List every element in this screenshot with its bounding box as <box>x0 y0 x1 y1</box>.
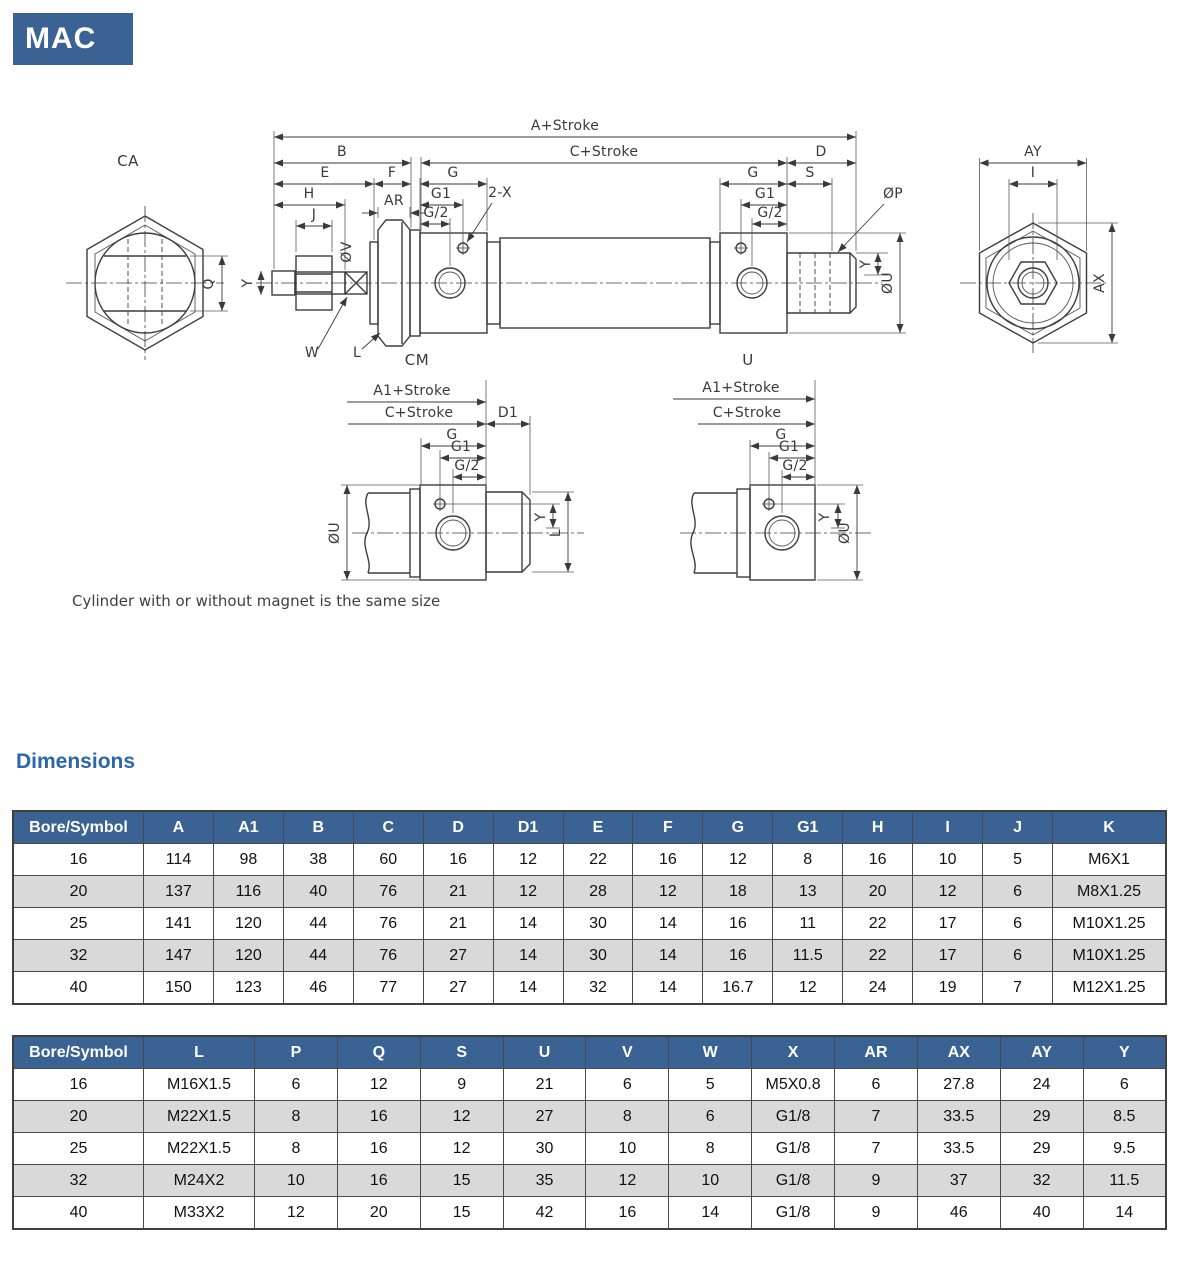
table-cell: 76 <box>353 908 423 940</box>
table-cell: 12 <box>913 876 983 908</box>
leader-lines <box>318 203 884 349</box>
table-cell: 8 <box>586 1101 669 1133</box>
table-cell: 14 <box>493 972 563 1005</box>
table-cell: 33.5 <box>917 1133 1000 1165</box>
table-cell: 16.7 <box>703 972 773 1005</box>
table-cell: 76 <box>353 876 423 908</box>
table-cell: 37 <box>917 1165 1000 1197</box>
dim-label-f: F <box>387 165 397 181</box>
dim-label-d: D <box>815 144 827 160</box>
dimension-layer <box>117 118 1118 580</box>
table-cell: 27 <box>423 972 493 1005</box>
table-cell: 27 <box>503 1101 586 1133</box>
col-header-v: V <box>586 1036 669 1069</box>
table-cell: 16 <box>337 1101 420 1133</box>
table-cell: 12 <box>420 1101 503 1133</box>
table-cell: 14 <box>633 972 703 1005</box>
table-cell: 10 <box>586 1133 669 1165</box>
table-row <box>13 1101 1166 1133</box>
table-cell: 5 <box>669 1069 752 1101</box>
table-cell: G1/8 <box>752 1101 835 1133</box>
dim-label-i: I <box>1030 165 1036 181</box>
col-header-e: E <box>563 811 633 844</box>
table-cell: 10 <box>913 844 983 876</box>
table-cell: 16 <box>13 844 144 876</box>
dim-label-l: L <box>548 528 564 538</box>
table-row <box>13 908 1166 940</box>
table-cell: 32 <box>1000 1165 1083 1197</box>
table-cell: 12 <box>337 1069 420 1101</box>
table-cell: 14 <box>669 1197 752 1230</box>
table-cell: G1/8 <box>752 1133 835 1165</box>
table-cell: 12 <box>586 1165 669 1197</box>
col-header-c: C <box>353 811 423 844</box>
table-cell: 16 <box>703 940 773 972</box>
dim-label-ca: CA <box>117 152 139 170</box>
dimensions-heading: Dimensions <box>16 750 136 773</box>
table-cell: 11.5 <box>773 940 843 972</box>
table-cell: 7 <box>983 972 1053 1005</box>
table-cell: 35 <box>503 1165 586 1197</box>
dim-label-g2: G/2 <box>423 205 449 221</box>
dim-label-u: U <box>742 351 754 369</box>
table-cell: 30 <box>563 940 633 972</box>
col-header-b: B <box>283 811 353 844</box>
table-cell: 6 <box>983 940 1053 972</box>
table-cell: 6 <box>835 1069 918 1101</box>
table-cell: 21 <box>503 1069 586 1101</box>
dim-label-y: Y <box>817 512 833 522</box>
dim-label-g: G <box>447 165 459 181</box>
dim-label-a1_stroke: A1+Stroke <box>702 380 780 396</box>
table-cell: 15 <box>420 1165 503 1197</box>
dim-label-a_stroke: A+Stroke <box>530 118 600 134</box>
dim-label-a1_stroke: A1+Stroke <box>373 383 451 399</box>
col-header-s: S <box>420 1036 503 1069</box>
table-cell: 14 <box>1083 1197 1166 1230</box>
table-cell: 32 <box>13 1165 144 1197</box>
table-cell: 77 <box>353 972 423 1005</box>
table-cell: 12 <box>773 972 843 1005</box>
col-header-h: H <box>843 811 913 844</box>
table-cell: 32 <box>563 972 633 1005</box>
dim-label-y: Y <box>533 512 549 522</box>
table-cell: 5 <box>983 844 1053 876</box>
col-header-a: A <box>144 811 214 844</box>
dim-label-e: E <box>320 165 330 181</box>
dim-label-s: S <box>805 165 815 181</box>
table-cell: 28 <box>563 876 633 908</box>
table-cell: 40 <box>1000 1197 1083 1230</box>
table-row <box>13 876 1166 908</box>
table-cell: 32 <box>13 940 144 972</box>
table-cell: 38 <box>283 844 353 876</box>
table-cell: 141 <box>144 908 214 940</box>
col-header-k: K <box>1053 811 1167 844</box>
dim-label-g1: G1 <box>450 439 472 455</box>
table-cell: 25 <box>13 1133 144 1165</box>
table-cell: M10X1.25 <box>1053 908 1167 940</box>
table-cell: 6 <box>586 1069 669 1101</box>
table-cell: 14 <box>633 940 703 972</box>
table-cell: 12 <box>493 844 563 876</box>
col-header-ar: AR <box>835 1036 918 1069</box>
table-cell: 18 <box>703 876 773 908</box>
table-row <box>13 1165 1166 1197</box>
table-cell: 147 <box>144 940 214 972</box>
table-cell: 8.5 <box>1083 1101 1166 1133</box>
col-header-p: P <box>255 1036 338 1069</box>
table-cell: 22 <box>843 940 913 972</box>
table-cell: M10X1.25 <box>1053 940 1167 972</box>
dim-label-c_stroke: C+Stroke <box>712 405 782 421</box>
table-cell: 16 <box>703 908 773 940</box>
dim-label-dp: ØP <box>882 186 904 202</box>
table-cell: 46 <box>283 972 353 1005</box>
table-cell: 11 <box>773 908 843 940</box>
table-cell: M5X0.8 <box>752 1069 835 1101</box>
rear-view <box>960 213 1106 353</box>
table-cell: 24 <box>1000 1069 1083 1101</box>
table-cell: M8X1.25 <box>1053 876 1167 908</box>
table-cell: 12 <box>493 876 563 908</box>
table-cell: M12X1.25 <box>1053 972 1167 1005</box>
col-header-a1: A1 <box>213 811 283 844</box>
table-cell: 120 <box>213 908 283 940</box>
col-header-bore-symbol: Bore/Symbol <box>13 811 144 844</box>
table-cell: 40 <box>13 1197 144 1230</box>
col-header-q: Q <box>337 1036 420 1069</box>
table-cell: 16 <box>337 1165 420 1197</box>
table-cell: 7 <box>835 1101 918 1133</box>
table-cell: 6 <box>1083 1069 1166 1101</box>
table-cell: 12 <box>255 1197 338 1230</box>
table-cell: 29 <box>1000 1101 1083 1133</box>
drawing-caption: Cylinder with or without magnet is the same size <box>72 592 441 610</box>
col-header-l: L <box>144 1036 255 1069</box>
table-cell: 9 <box>420 1069 503 1101</box>
dim-label-du: ØU <box>327 522 343 544</box>
table-row <box>13 844 1166 876</box>
dim-label-y: Y <box>858 259 874 269</box>
table-cell: 60 <box>353 844 423 876</box>
col-header-u: U <box>503 1036 586 1069</box>
dim-label-du: ØU <box>837 522 853 544</box>
table-row <box>13 940 1166 972</box>
table-cell: 33.5 <box>917 1101 1000 1133</box>
table-cell: 27 <box>423 940 493 972</box>
table-cell: 6 <box>669 1101 752 1133</box>
dim-label-g2: G/2 <box>757 205 783 221</box>
col-header-i: I <box>913 811 983 844</box>
dim-label-w: W <box>304 345 320 361</box>
table-cell: 20 <box>337 1197 420 1230</box>
table-cell: 44 <box>283 940 353 972</box>
table-cell: 14 <box>493 908 563 940</box>
dim-label-two_x: 2-X <box>488 185 512 201</box>
table-cell: 11.5 <box>1083 1165 1166 1197</box>
dim-label-g2: G/2 <box>454 458 480 474</box>
table-cell: 27.8 <box>917 1069 1000 1101</box>
table-cell: 13 <box>773 876 843 908</box>
table-row <box>13 1197 1166 1230</box>
table-cell: 40 <box>283 876 353 908</box>
dim-label-j: J <box>311 207 317 223</box>
dim-label-q: Q <box>201 278 217 290</box>
table-cell: 17 <box>913 940 983 972</box>
table-cell: 7 <box>835 1133 918 1165</box>
table-cell: 25 <box>13 908 144 940</box>
col-header-j: J <box>983 811 1053 844</box>
table-cell: M16X1.5 <box>144 1069 255 1101</box>
table-cell: 12 <box>633 876 703 908</box>
table-cell: 8 <box>255 1133 338 1165</box>
table-cell: 120 <box>213 940 283 972</box>
table-cell: 20 <box>13 1101 144 1133</box>
col-header-y: Y <box>1083 1036 1166 1069</box>
dim-label-dv: ØV <box>339 241 355 263</box>
table-cell: 9 <box>835 1197 918 1230</box>
dim-label-c_stroke: C+Stroke <box>569 144 639 160</box>
table-row <box>13 972 1166 1005</box>
dim-label-b: B <box>337 144 347 160</box>
table-cell: 16 <box>843 844 913 876</box>
dim-label-l: L <box>352 345 362 361</box>
table-cell: 22 <box>563 844 633 876</box>
table-cell: 116 <box>213 876 283 908</box>
dim-label-cm: CM <box>404 351 430 369</box>
table-cell: 6 <box>255 1069 338 1101</box>
table-cell: 30 <box>563 908 633 940</box>
dim-label-ay: AY <box>1024 144 1042 160</box>
table-cell: 30 <box>503 1133 586 1165</box>
table-cell: 21 <box>423 908 493 940</box>
dim-label-g: G <box>775 427 787 443</box>
table-cell: 8 <box>773 844 843 876</box>
table-cell: 17 <box>913 908 983 940</box>
table-cell: M22X1.5 <box>144 1133 255 1165</box>
dim-label-g2: G/2 <box>782 458 808 474</box>
dim-label-g1: G1 <box>754 186 776 202</box>
table-cell: M24X2 <box>144 1165 255 1197</box>
dim-label-g: G <box>747 165 759 181</box>
mac-logo-text: MAC <box>25 22 97 55</box>
table-cell: 15 <box>420 1197 503 1230</box>
table-cell: 21 <box>423 876 493 908</box>
dim-label-g1: G1 <box>430 186 452 202</box>
table-cell: 12 <box>420 1133 503 1165</box>
table-cell: 16 <box>586 1197 669 1230</box>
dimensions-table-1 <box>12 810 1167 1005</box>
dim-label-y: Y <box>240 278 256 288</box>
col-header-x: X <box>752 1036 835 1069</box>
col-header-bore-symbol: Bore/Symbol <box>13 1036 144 1069</box>
col-header-d1: D1 <box>493 811 563 844</box>
table-cell: 150 <box>144 972 214 1005</box>
table-cell: M33X2 <box>144 1197 255 1230</box>
table-cell: M22X1.5 <box>144 1101 255 1133</box>
table-cell: 137 <box>144 876 214 908</box>
table-cell: G1/8 <box>752 1197 835 1230</box>
dimensions-table-2 <box>12 1035 1167 1230</box>
col-header-w: W <box>669 1036 752 1069</box>
col-header-d: D <box>423 811 493 844</box>
dim-label-h: H <box>303 186 315 202</box>
table-cell: 6 <box>983 908 1053 940</box>
cylinder-side-view <box>256 220 882 346</box>
table-row <box>13 1133 1166 1165</box>
table-cell: 22 <box>843 908 913 940</box>
table-cell: 98 <box>213 844 283 876</box>
table-cell: 20 <box>13 876 144 908</box>
table-cell: 14 <box>493 940 563 972</box>
col-header-ax: AX <box>917 1036 1000 1069</box>
table-cell: 46 <box>917 1197 1000 1230</box>
table-cell: 8 <box>669 1133 752 1165</box>
col-header-g: G <box>703 811 773 844</box>
table-cell: 29 <box>1000 1133 1083 1165</box>
table-cell: 42 <box>503 1197 586 1230</box>
table-cell: 8 <box>255 1101 338 1133</box>
col-header-g1: G1 <box>773 811 843 844</box>
table-cell: 76 <box>353 940 423 972</box>
dim-label-ar: AR <box>384 193 404 209</box>
col-header-f: F <box>633 811 703 844</box>
dim-label-g: G <box>446 427 458 443</box>
table-cell: 123 <box>213 972 283 1005</box>
table-cell: 12 <box>703 844 773 876</box>
table-cell: G1/8 <box>752 1165 835 1197</box>
table-cell: 10 <box>255 1165 338 1197</box>
table-cell: 20 <box>843 876 913 908</box>
table-cell: 19 <box>913 972 983 1005</box>
dim-label-g1: G1 <box>778 439 800 455</box>
table-cell: 24 <box>843 972 913 1005</box>
table-cell: 9.5 <box>1083 1133 1166 1165</box>
table-cell: 16 <box>633 844 703 876</box>
table-cell: 16 <box>13 1069 144 1101</box>
table-cell: 16 <box>423 844 493 876</box>
dim-label-d1: D1 <box>497 405 519 421</box>
table-cell: 44 <box>283 908 353 940</box>
table-cell: 6 <box>983 876 1053 908</box>
table-cell: 9 <box>835 1165 918 1197</box>
table-cell: 10 <box>669 1165 752 1197</box>
dim-label-ax: AX <box>1092 273 1108 293</box>
dim-label-du: ØU <box>880 272 896 294</box>
table-row <box>13 1069 1166 1101</box>
table-cell: 14 <box>633 908 703 940</box>
header-row <box>13 811 1166 844</box>
table-cell: 16 <box>337 1133 420 1165</box>
dim-label-c_stroke: C+Stroke <box>384 405 454 421</box>
header-row <box>13 1036 1166 1069</box>
table-cell: 40 <box>13 972 144 1005</box>
table-cell: 114 <box>144 844 214 876</box>
table-cell: M6X1 <box>1053 844 1167 876</box>
col-header-ay: AY <box>1000 1036 1083 1069</box>
